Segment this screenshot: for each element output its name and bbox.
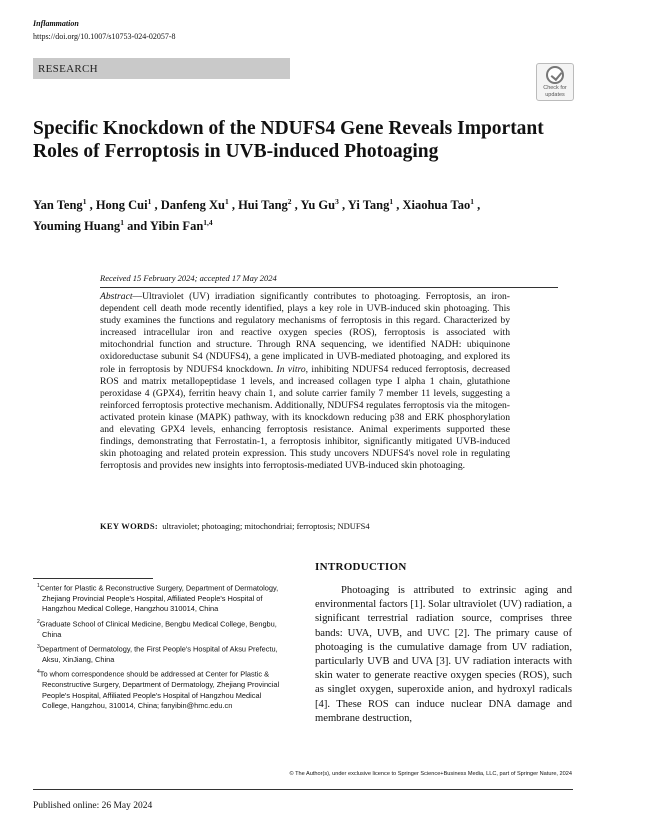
footnote: $^1$Center for Plastic & Reconstructive Surgery, Department of Dermatology, Zhejiang Provincial People's Hospital, Affiliated People's Hospital of Hangzhou Medical College, Hangzhou 310014, China xyxy=(37,583,279,614)
footnote: $^4$To whom correspondence should be addressed at Center for Plastic & Reconstructive Surgery, Department of Dermatology, Zhejiang Provincial People's Hospital, Affiliated People's Hospital of Hangzhou Medical College, Hangzhou, 310014, China; fanyibin@hmc.edu.cn xyxy=(37,669,280,710)
author[interactable]: Xiaohua Tao$^1$ xyxy=(402,197,474,213)
author[interactable]: Yi Tang$^1$ xyxy=(347,197,394,213)
abstract-lead: Abstract xyxy=(100,291,133,302)
affiliations xyxy=(33,581,285,713)
badge-line-1: Check for xyxy=(543,85,567,91)
badge-line-2: updates xyxy=(545,92,565,98)
journal-name: Inflammation xyxy=(33,19,79,28)
footer-divider xyxy=(33,789,573,790)
footnote-divider xyxy=(33,578,153,579)
check-icon xyxy=(546,66,564,84)
author[interactable]: Hui Tang$^2$ xyxy=(238,197,292,213)
footnote: $^2$Graduate School of Clinical Medicine, Bengbu Medical College, Bengbu, China xyxy=(37,618,277,639)
abstract: Abstract—Ultraviolet (UV) irradiation significantly contributes to photoaging. Ferroptosis, an iron-dependent cell death mode recently identified, plays a key role in UVB-induced skin photoaging. This study examines the functions and regulatory mechanisms of ferroptosis in this regard. Characterized by increased intracellular iron and reactive oxygen species (ROS), ferroptosis is associated with mitochondrial function and structure. Through RNA sequencing, we identified NADH: ubiquinone oxidoreductase subunit S4 (NDUFS4), a gene implicated in UVB-mediated photoaging, and explored its role in ferroptosis by NDUFS4 knockdown. In vitro, inhibiting NDUFS4 reduced ferroptosis, decreased ROS and matrix metallopeptidase 1 levels, and increased collagen type I alpha 1 chain, glutathione peroxidase 4 (GPX4), ferritin heavy chain 1, and solute carrier family 7 member 11 levels, suggesting a reinforced ferroptosis protective mechanism. Additionally, NDUFS4 regulates ferroptosis via the mitogen-activated protein kinase (MAPK) pathway, with its knockdown reducing p38 and ERK phosphorylation and elevating GPX4 levels, enhancing ferroptosis resistance. Animal experiments supported these findings, demonstrating that Ferrostatin-1, a ferroptosis inhibitor, significantly mitigated UVB-induced skin photoaging and related protein expression. This study uncovers NDUFS4's novel role in regulating ferroptosis and provides new insights into ferroptosis-mediated UVB-induced skin photoaging. xyxy=(100,291,510,472)
doi-link[interactable]: https://doi.org/10.1007/s10753-024-02057-8 xyxy=(33,32,176,41)
section-banner xyxy=(33,58,290,79)
abstract-divider xyxy=(100,287,558,288)
keywords xyxy=(100,521,370,531)
article-title: Specific Knockdown of the NDUFS4 Gene Reveals Important Roles of Ferroptosis in UVB-induced Photoaging xyxy=(33,118,544,162)
section-label: RESEARCH xyxy=(38,63,98,75)
keywords-list: ultraviolet; photoaging; mitochondriai; ferroptosis; NDUFS4 xyxy=(162,521,370,531)
author[interactable]: Yan Teng$^1$ xyxy=(33,197,87,213)
introduction-text: Photoaging is attributed to extrinsic aging and environmental factors [1]. Solar ultraviolet (UV) radiation, a significant terrestrial radiation source, comprises three bands: UVA, UVB, and UVC [2]. The primary cause of photoaging is the cumulative damage from UV radiation, particularly UVB and UVA [3]. UV radiation interacts with skin water to generate reactive oxygen species (ROS), such as singlet oxygen, superoxide anion, and hydroxyl radicals [4]. These ROS can induce nuclear DNA damage and membrane destruction, xyxy=(315,585,572,724)
author[interactable]: Yu Gu$^3$ xyxy=(300,197,339,213)
author[interactable]: Hong Cui$^1$ xyxy=(95,197,152,213)
author[interactable]: Yibin Fan$^{1,4}$ xyxy=(149,218,213,234)
keywords-label: KEY WORDS: xyxy=(100,521,159,531)
received-dates: Received 15 February 2024; accepted 17 May 2024 xyxy=(100,273,277,283)
introduction-heading: INTRODUCTION xyxy=(315,561,407,573)
published-date: Published online: 26 May 2024 xyxy=(33,801,153,811)
copyright-notice: © The Author(s), under exclusive licence to Springer Science+Business Media, LLC, part of Springer Nature, 2024 xyxy=(289,771,572,777)
check-for-updates-badge[interactable] xyxy=(536,63,574,101)
author[interactable]: Youming Huang$^1$ xyxy=(33,218,124,234)
author-list: Yan Teng$^1$ , Hong Cui$^1$ , Danfeng Xu$^1$ , Hui Tang$^2$ , Yu Gu$^3$ , Yi Tang$^1$ , Xiaohua Tao$^1$ , Youming Huang$^1$ and Yibin Fan$^{1,4}$ xyxy=(33,197,481,234)
author[interactable]: Danfeng Xu$^1$ xyxy=(160,197,229,213)
footnote: $^3$Department of Dermatology, the First People's Hospital of Aksu Prefectu, Aksu, XinJiang, China xyxy=(37,643,278,664)
